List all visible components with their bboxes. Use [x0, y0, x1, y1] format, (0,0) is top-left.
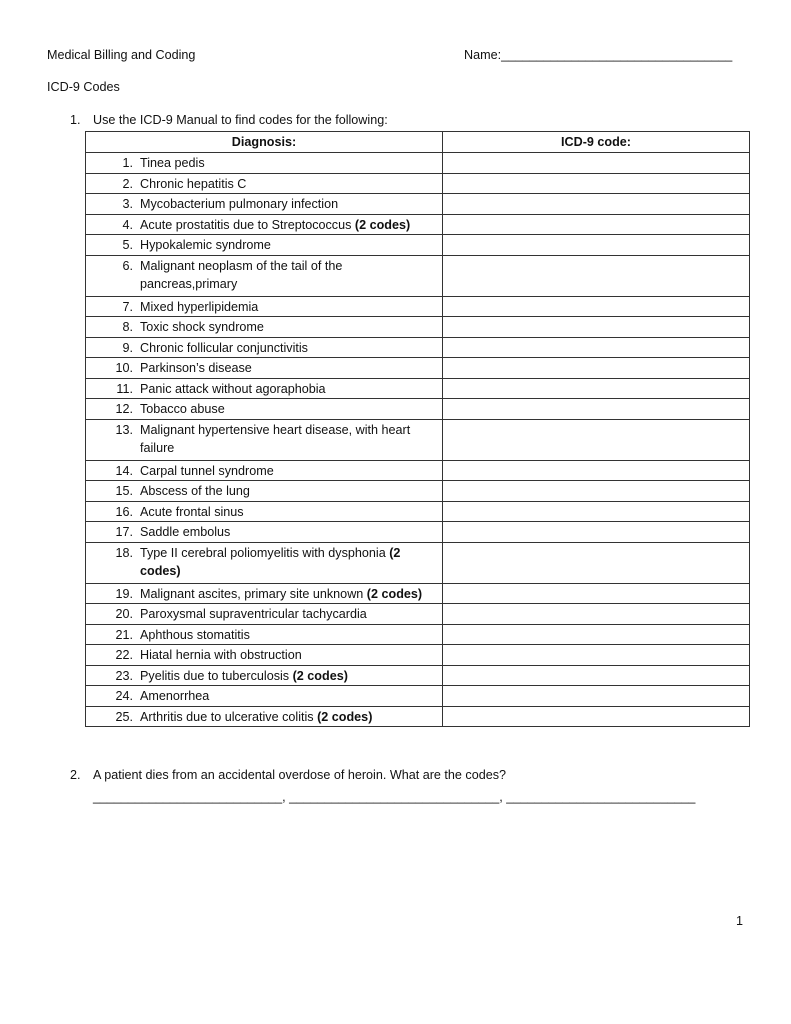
- table-row: [86, 522, 750, 543]
- table-row: [86, 173, 750, 194]
- item-number: 4.: [122, 217, 133, 232]
- icd9-code-cell[interactable]: [443, 604, 750, 625]
- code-count-note: (2 codes): [354, 217, 411, 232]
- table-row: [86, 153, 750, 174]
- diagnosis-text: Malignant ascites, primary site unknown: [140, 586, 367, 601]
- diagnosis-cell: [86, 214, 443, 235]
- diagnosis-text: Tinea pedis: [140, 156, 205, 170]
- diagnosis-text: Paroxysmal supraventricular tachycardia: [140, 607, 367, 621]
- icd9-code-cell[interactable]: [443, 255, 750, 296]
- diagnosis-text: Acute prostatitis due to Streptococcus: [140, 217, 355, 232]
- icd9-code-cell[interactable]: [443, 296, 750, 317]
- table-row: [86, 317, 750, 338]
- table-row: [86, 481, 750, 502]
- code-count-note: (2 codes): [317, 709, 373, 724]
- item-number: 1.: [122, 156, 133, 170]
- table-row: [86, 686, 750, 707]
- diagnosis-cell: [86, 542, 443, 583]
- icd9-code-cell[interactable]: [443, 583, 750, 604]
- diagnosis-cell: [86, 583, 443, 604]
- diagnosis-text: Chronic follicular conjunctivitis: [140, 340, 308, 355]
- icd9-code-cell[interactable]: [443, 153, 750, 174]
- table-row: [86, 214, 750, 235]
- item-number: 9.: [122, 340, 133, 355]
- col-diagnosis: Diagnosis:: [86, 132, 443, 153]
- diagnosis-cell: [86, 337, 443, 358]
- item-number: 22.: [115, 648, 133, 662]
- table-row: [86, 645, 750, 666]
- diagnosis-text: Toxic shock syndrome: [140, 320, 264, 334]
- diagnosis-cell: [86, 665, 443, 686]
- icd9-code-cell[interactable]: [443, 194, 750, 215]
- diagnosis-text: Amenorrhea: [140, 689, 210, 703]
- diagnosis-cell: [86, 378, 443, 399]
- item-number: 11.: [116, 381, 133, 396]
- table-row: [86, 255, 750, 296]
- icd9-code-cell[interactable]: [443, 235, 750, 256]
- icd9-code-cell[interactable]: [443, 214, 750, 235]
- course-title: Medical Billing and Coding: [47, 48, 196, 62]
- diagnosis-cell: [86, 706, 443, 727]
- table-row: [86, 460, 750, 481]
- diagnosis-text: Panic attack without agoraphobia: [140, 381, 326, 396]
- code-count-note: (2 codes): [366, 586, 423, 601]
- diagnosis-text: Malignant hypertensive heart disease, with heart failure: [140, 422, 411, 455]
- item-number: 3.: [122, 197, 133, 211]
- table-row: [86, 583, 750, 604]
- diagnosis-text: Mixed hyperlipidemia: [140, 299, 259, 314]
- table-row: [86, 604, 750, 625]
- table-row: [86, 194, 750, 215]
- diagnosis-text: Parkinson’s disease: [140, 361, 252, 375]
- item-number: 24.: [115, 689, 133, 703]
- diagnosis-cell: [86, 194, 443, 215]
- q2-number: 2.: [70, 768, 81, 782]
- icd9-code-cell[interactable]: [443, 481, 750, 502]
- item-number: 13.: [115, 422, 133, 437]
- q1-prompt: Use the ICD-9 Manual to find codes for the following:: [93, 113, 388, 127]
- table-row: [86, 378, 750, 399]
- item-number: 25.: [115, 709, 133, 724]
- diagnosis-cell: [86, 235, 443, 256]
- diagnosis-cell: [86, 317, 443, 338]
- col-icd9-code: ICD-9 code:: [443, 132, 750, 153]
- diagnosis-text: Carpal tunnel syndrome: [140, 463, 274, 478]
- table-row: [86, 624, 750, 645]
- diagnosis-cell: [86, 522, 443, 543]
- q1-number: 1.: [70, 113, 81, 127]
- table-row: [86, 358, 750, 379]
- diagnosis-text: Chronic hepatitis C: [140, 176, 247, 191]
- diagnosis-text: Mycobacterium pulmonary infection: [140, 197, 339, 211]
- icd9-code-cell[interactable]: [443, 706, 750, 727]
- table-row: [86, 665, 750, 686]
- diagnosis-text: Hiatal hernia with obstruction: [140, 648, 302, 662]
- icd9-code-cell[interactable]: [443, 317, 750, 338]
- item-number: 12.: [115, 402, 133, 416]
- diagnosis-cell: [86, 604, 443, 625]
- diagnosis-cell: [86, 153, 443, 174]
- code-count-note: (2 codes): [292, 668, 348, 683]
- icd9-code-cell[interactable]: [443, 522, 750, 543]
- page-number: 1: [736, 914, 744, 928]
- diagnosis-cell: [86, 296, 443, 317]
- table-row: [86, 337, 750, 358]
- diagnosis-text: Hypokalemic syndrome: [140, 238, 271, 252]
- icd9-code-cell[interactable]: [443, 542, 750, 583]
- item-number: 8.: [122, 320, 133, 334]
- diagnosis-text: Arthritis due to ulcerative colitis: [140, 709, 318, 724]
- table-row: [86, 235, 750, 256]
- item-number: 10.: [115, 361, 133, 375]
- icd9-code-cell[interactable]: [443, 419, 750, 460]
- icd9-code-cell[interactable]: [443, 501, 750, 522]
- table-row: [86, 296, 750, 317]
- icd9-code-cell[interactable]: [443, 378, 750, 399]
- code-count-note: (2 codes): [140, 545, 401, 578]
- diagnosis-cell: [86, 419, 443, 460]
- diagnosis-cell: [86, 501, 443, 522]
- diagnosis-cell: [86, 686, 443, 707]
- item-number: 14.: [115, 463, 133, 478]
- icd9-code-cell[interactable]: [443, 686, 750, 707]
- icd9-code-cell[interactable]: [443, 173, 750, 194]
- diagnosis-table: [85, 131, 750, 727]
- table-row: [86, 419, 750, 460]
- icd9-code-cell[interactable]: [443, 399, 750, 420]
- diagnosis-cell: [86, 481, 443, 502]
- diagnosis-text: Aphthous stomatitis: [140, 627, 250, 642]
- diagnosis-cell: [86, 399, 443, 420]
- item-number: 5.: [122, 238, 133, 252]
- diagnosis-text: Saddle embolus: [140, 525, 231, 539]
- item-number: 6.: [122, 258, 133, 273]
- item-number: 21.: [115, 627, 133, 642]
- item-number: 16.: [115, 504, 133, 519]
- item-number: 2.: [122, 176, 133, 191]
- icd9-code-cell[interactable]: [443, 665, 750, 686]
- diagnosis-cell: [86, 255, 443, 296]
- diagnosis-text: Type II cerebral poliomyelitis with dysphonia: [140, 545, 390, 560]
- diagnosis-text: Tobacco abuse: [140, 402, 225, 416]
- q2-prompt: A patient dies from an accidental overdose of heroin. What are the codes?: [93, 768, 507, 782]
- table-row: [86, 706, 750, 727]
- diagnosis-text: Abscess of the lung: [140, 484, 250, 498]
- subtitle: ICD-9 Codes: [47, 80, 120, 94]
- item-number: 19.: [115, 586, 133, 601]
- icd9-code-cell[interactable]: [443, 460, 750, 481]
- diagnosis-text: Malignant neoplasm of the tail of the pancreas,primary: [140, 258, 343, 291]
- diagnosis-text: Pyelitis due to tuberculosis: [140, 668, 293, 683]
- icd9-code-cell[interactable]: [443, 337, 750, 358]
- table-row: [86, 542, 750, 583]
- diagnosis-cell: [86, 460, 443, 481]
- item-number: 17.: [115, 525, 133, 539]
- diagnosis-cell: [86, 358, 443, 379]
- diagnosis-cell: [86, 645, 443, 666]
- icd9-code-cell[interactable]: [443, 645, 750, 666]
- icd9-code-cell[interactable]: [443, 358, 750, 379]
- item-number: 20.: [115, 607, 133, 621]
- q2-answer-blanks[interactable]: ___________________________, ______________________________, ___________________________: [93, 790, 696, 804]
- name-field[interactable]: Name:_________________________________: [464, 48, 733, 62]
- diagnosis-cell: [86, 173, 443, 194]
- diagnosis-text: Acute frontal sinus: [140, 504, 244, 519]
- diagnosis-cell: [86, 624, 443, 645]
- icd9-code-cell[interactable]: [443, 624, 750, 645]
- item-number: 7.: [122, 299, 133, 314]
- item-number: 15.: [115, 484, 133, 498]
- item-number: 18.: [115, 545, 133, 560]
- table-row: [86, 399, 750, 420]
- item-number: 23.: [115, 668, 133, 683]
- table-row: [86, 501, 750, 522]
